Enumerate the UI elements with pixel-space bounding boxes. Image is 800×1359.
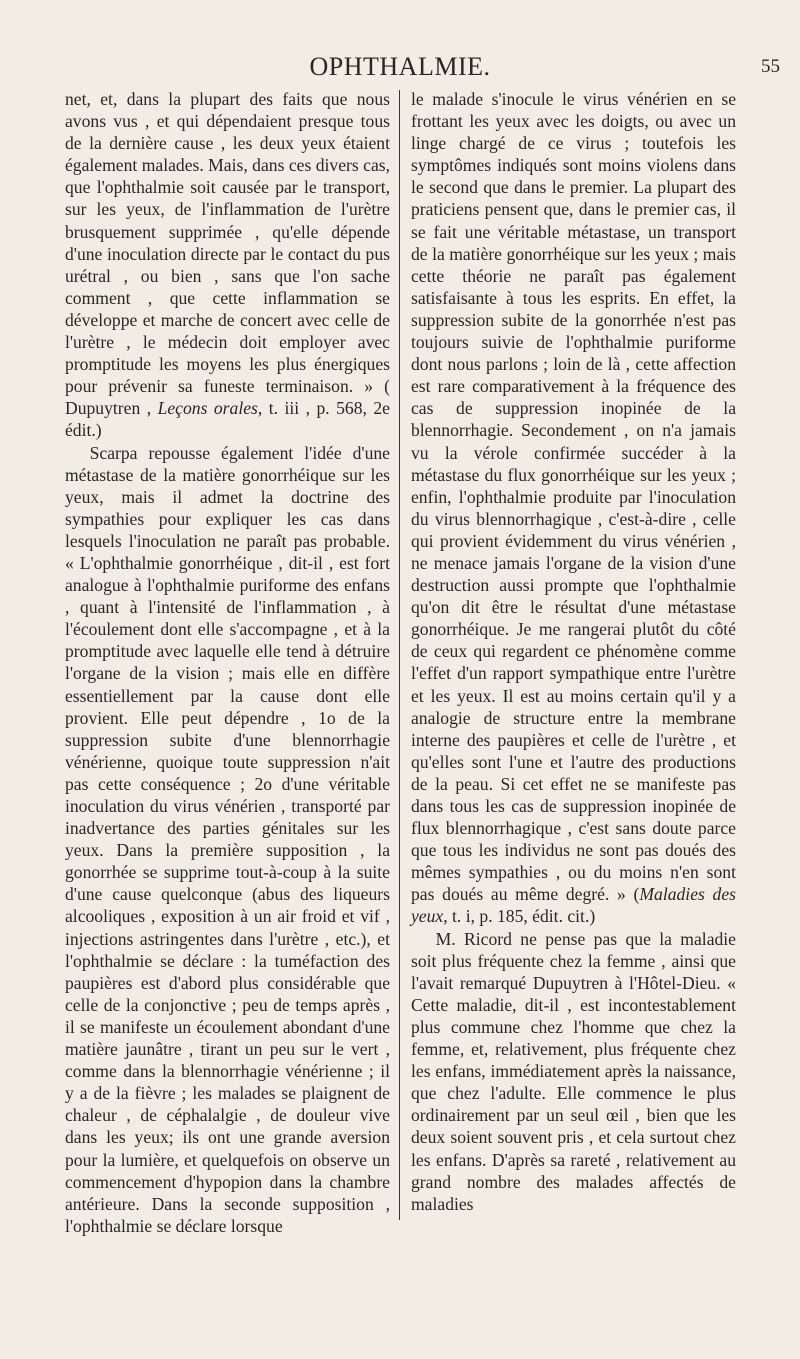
column-divider: [399, 90, 400, 1220]
paragraph: le malade s'inocule le virus vénérien en se frottant les yeux avec les doigts, ou avec un linge chargé de ce virus ; toutefois les symptômes indiqués sont moins violens dans le second que dans le premier. La plupart des praticiens pensent que, dans le premier cas, il se fait une véritable métastase, un transport de la matière gonorrhéique sur les yeux ; mais cette théorie ne paraît pas également satisfaisante à tous les esprits. En effet, la suppression subite de la gonorrhée n'est pas toujours suivie de l'ophthalmie puriforme dont nous parlons ; loin de là , cette affection est rare comparativement à la fréquence des cas de suppression inopinée de la blennorrhagie. Secondement , on n'a jamais vu la vérole confirmée succéder à la métastase du flux gonorrhéique sur les yeux ; enfin, l'ophthalmie produite par l'inoculation du virus blennorrhagique , c'est-à-dire , celle qui provient évidemment du virus vénérien , ne menace jamais l'organe de la vision d'une destruction aussi prompte que l'ophthalmie qu'on dit être le résultat d'une métastase gonorrhéique. Je me rangerai plutôt du côté de ceux qui regardent ce phénomène comme l'effet d'un rapport sympathique entre l'urètre et les yeux. Il est au moins certain qu'il y a analogie de structure entre la membrane interne des paupières et celle de l'urètre , et qu'elles sont l'une et l'autre des productions de la peau. Si cet effet ne se manifeste pas dans tous les cas de suppression inopinée de flux blennorrhagique , c'est sans doute parce que tous les individus ne sont pas doués des mêmes sympathies , ou du moins n'en sont pas doués au même degré. » (Maladies des yeux, t. i, p. 185, édit. cit.): [411, 89, 736, 927]
paragraph: Scarpa repousse également l'idée d'une métastase de la matière gonorrhéique sur les yeux, mais il admet la doctrine des sympathies pour expliquer les cas dans lesquels l'inoculation ne paraît pas probable. « L'ophthalmie gonorrhéique , dit-il , est fort analogue à l'ophthalmie puriforme des enfans , quant à l'intensité de l'inflammation , à l'écoulement dont elle s'accompagne , et à la promptitude avec laquelle elle tend à détruire l'organe de la vision ; mais elle en diffère essentiellement par la cause dont elle provient. Elle peut dépendre , 1o de la suppression subite d'une blennorrhagie vénérienne, quoique toute suppression n'ait pas cette conséquence ; 2o d'une véritable inoculation du virus vénérien , transporté par inadvertance des parties génitales sur les yeux. Dans la première supposition , la gonorrhée se supprime tout-à-coup à la suite d'une cause quelconque (abus des liqueurs alcooliques , exposition à un air froid et vif , injections astringentes dans l'urètre , etc.), et l'ophthalmie se déclare : la tuméfaction des paupières est d'abord plus considérable que celle de la conjonctive ; peu de temps après , il se manifeste un écoulement abondant d'une matière jaunâtre , tirant un peu sur le vert , comme dans la blennorrhagie vénérienne ; il y a de la fièvre ; les malades se plaignent de chaleur , de céphalalgie , de douleur vive dans les yeux; ils ont une grande aversion pour la lumière, et quelquefois on observe un commencement d'hypopion dans la chambre antérieure. Dans la seconde supposition , l'ophthalmie se déclare lorsque: [65, 442, 390, 1236]
page-number: 55: [761, 56, 780, 77]
right-column: [411, 88, 736, 1223]
left-column: [65, 88, 390, 1236]
running-header: OPHTHALMIE.: [309, 52, 491, 81]
paragraph: M. Ricord ne pense pas que la maladie soit plus fréquente chez la femme , ainsi que l'avait remarqué Dupuytren à l'Hôtel-Dieu. « Cette maladie, dit-il , est incontestablement plus commune chez l'homme que chez la femme, et, relativement, plus fréquente chez les enfans, immédiatement après la naissance, que chez l'adulte. Elle commence le plus ordinairement par un seul œil , bien que les deux soient souvent pris , et cela surtout chez les enfans. D'après sa rareté , relativement au grand nombre des malades affectés de maladies: [411, 928, 736, 1214]
paragraph: net, et, dans la plupart des faits que nous avons vus , et qui dépendaient presque tous de la dernière cause , les deux yeux étaient également malades. Mais, dans ces divers cas, que l'ophthalmie soit causée par le transport, sur les yeux, de l'inflammation de l'urètre brusquement supprimée , qu'elle dépende d'une inoculation directe par le contact du pus urétral , ou bien , sans que l'on sache comment , que cette inflammation se développe et marche de concert avec celle de l'urètre , le médecin doit employer avec promptitude les moyens les plus énergiques pour prévenir sa funeste terminaison. » ( Dupuytren , Leçons orales, t. iii , p. 568, 2e édit.): [65, 89, 390, 441]
